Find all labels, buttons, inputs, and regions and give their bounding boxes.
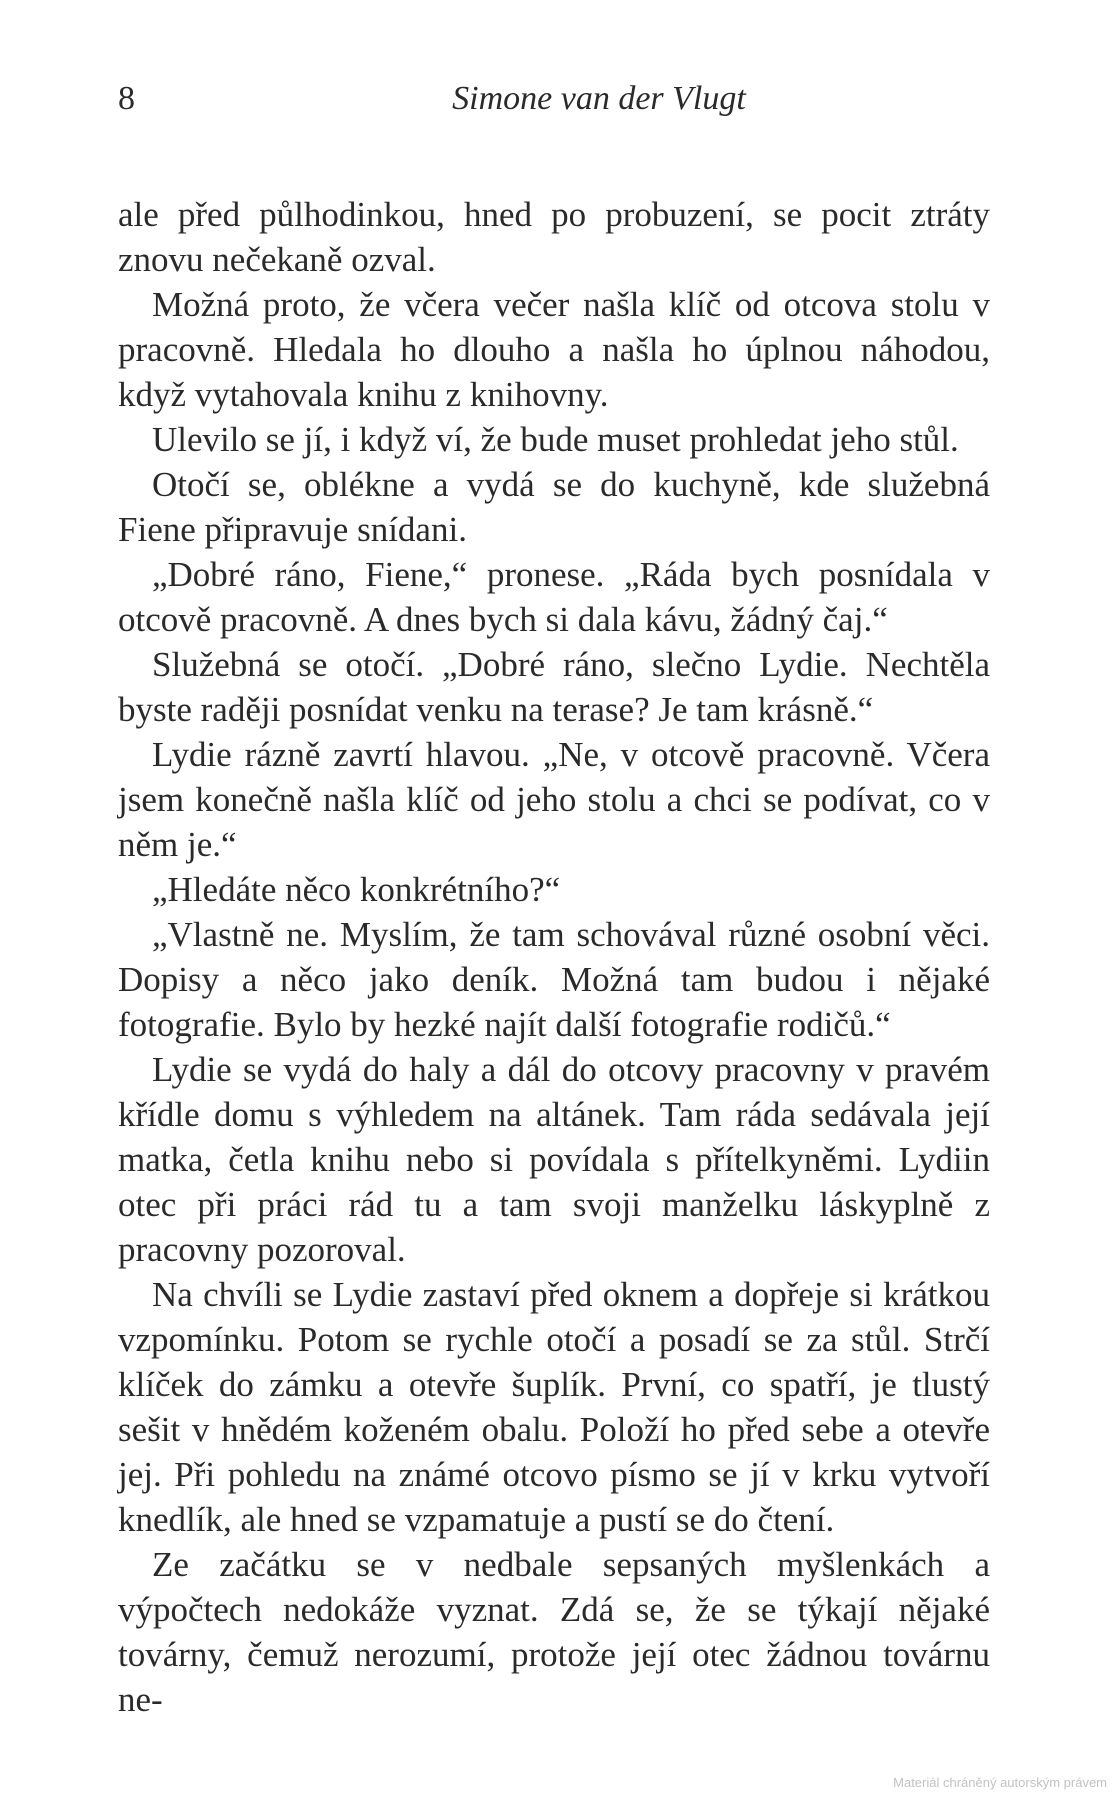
paragraph: Na chvíli se Lydie zastaví před oknem a dopřeje si krátkou vzpomínku. Potom se rychle otočí a posadí se za stůl. Strčí klíček do zámku a otevře šuplík. První, co spatří, je tlustý sešit v hnědém koženém obalu. Položí ho před sebe a otevře jej. Při pohledu na známé otcovo písmo se jí v krku vytvoří knedlík, ale hned se vzpamatuje a pustí se do čtení. [118, 1275, 990, 1539]
paragraph: Možná proto, že včera večer našla klíč od otcova stolu v pracovně. Hledala ho dlouho a našla ho úplnou náhodou, když vytahovala knihu z knihovny. [118, 285, 990, 414]
paragraph: ale před půlhodinkou, hned po probuzení, se pocit ztráty znovu nečekaně ozval. [118, 195, 990, 279]
paragraph: Služebná se otočí. „Dobré ráno, slečno Lydie. Nechtěla byste raději posnídat venku na terase? Je tam krásně.“ [118, 645, 990, 729]
paragraph: Ulevilo se jí, i když ví, že bude muset prohledat jeho stůl. [152, 420, 959, 459]
copyright-watermark: Materiál chráněný autorským právem [893, 1775, 1107, 1790]
paragraph: Ze začátku se v nedbale sepsaných myšlenkách a výpočtech nedokáže vyznat. Zdá se, že se týkají nějaké továrny, čemuž nerozumí, protože její otec žádnou továrnu ne- [118, 1545, 990, 1719]
paragraph: Otočí se, obléknе a vydá se do kuchyně, kde služebná Fiene připravuje snídani. [118, 465, 990, 549]
paragraph: „Hledáte něco konkrétního?“ [152, 870, 561, 909]
paragraph: „Dobré ráno, Fiene,“ pronese. „Ráda bych posnídala v otcově pracovně. A dnes bych si dala kávu, žádný čaj.“ [118, 555, 990, 639]
body-text [118, 192, 990, 1722]
running-head: Simone van der Vlugt [452, 80, 746, 117]
page-number: 8 [118, 80, 135, 117]
page-header [118, 80, 990, 130]
paragraph: Lydie rázně zavrtí hlavou. „Ne, v otcově pracovně. Včera jsem konečně našla klíč od jeho stolu a chci se podívat, co v něm je.“ [118, 735, 990, 864]
paragraph: Lydie se vydá do haly a dál do otcovy pracovny v pravém křídle domu s výhledem na altánek. Tam ráda sedávala její matka, četla knihu nebo si povídala s přítelkyněmi. Lydiin otec při práci rád tu a tam svoji manželku láskyplně z pracovny pozoroval. [118, 1050, 990, 1269]
paragraph: „Vlastně ne. Myslím, že tam schovával různé osobní věci. Dopisy a něco jako deník. Možná tam budou i nějaké fotografie. Bylo by hezké najít další fotografie rodičů.“ [118, 915, 990, 1044]
